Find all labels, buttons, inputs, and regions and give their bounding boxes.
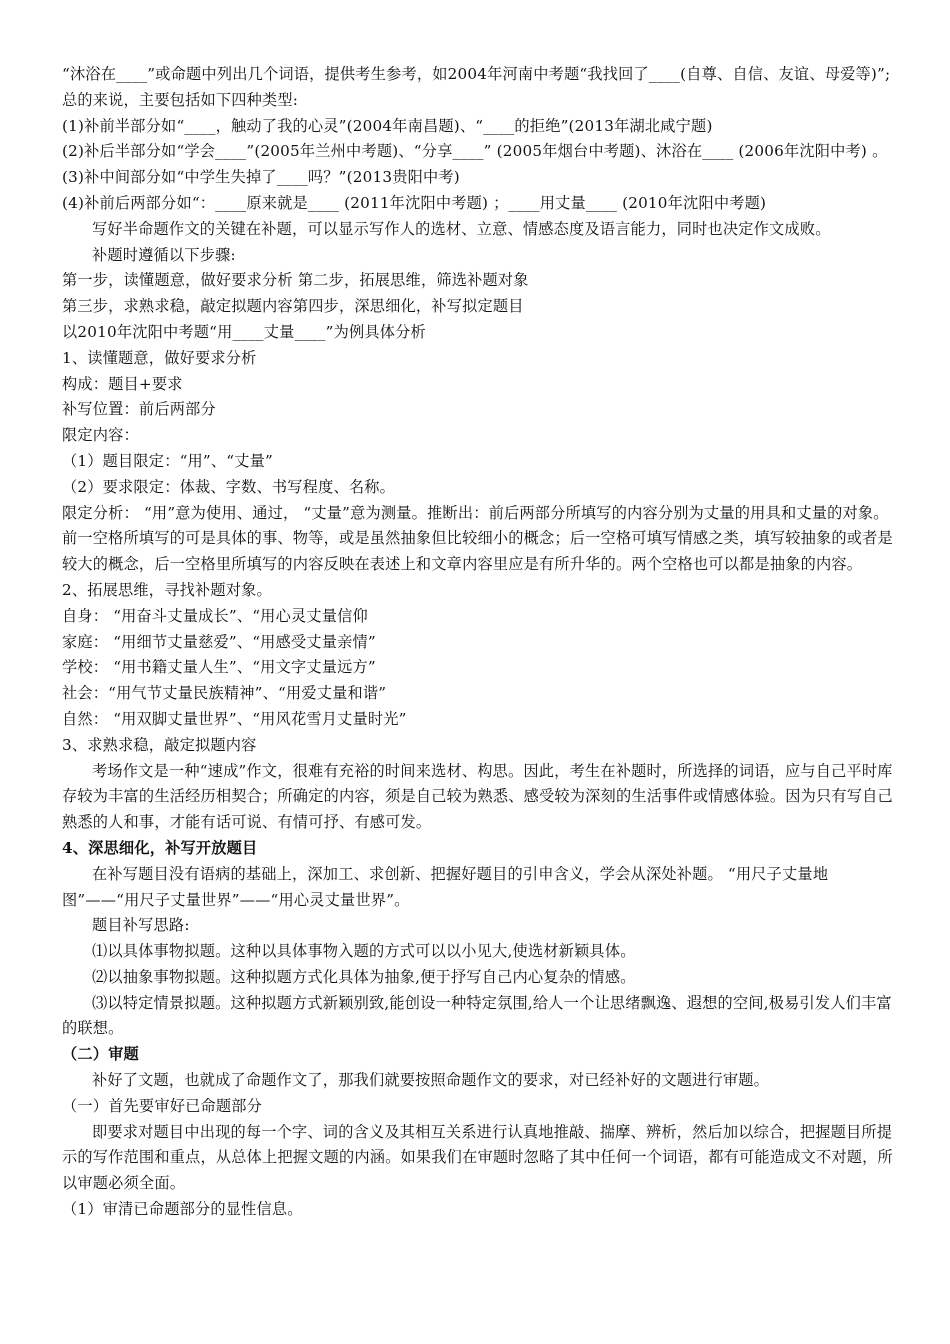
type-3: (3)补中间部分如“中学生失掉了____吗？”(2013贵阳中考) <box>62 168 460 187</box>
steps-line-2: 第三步，求熟求稳，敲定拟题内容第四步，深思细化，补写拟定题目 <box>62 297 524 316</box>
steps-line-1: 第一步，读懂题意，做好要求分析 第二步，拓展思维，筛选补题对象 <box>62 271 529 290</box>
type-1: (1)补前半部分如“____，触动了我的心灵”(2004年南昌题)、“____的拒绝”(2013年湖北咸宁题) <box>62 116 713 135</box>
paragraph-refine: 在补写题目没有语病的基础上，深加工、求创新、把握好题目的引申含义，学会从深处补题。 “用尺子丈量地图”——“用尺子丈量世界”——“用心灵丈量世界”。 <box>62 864 829 909</box>
paragraph-key: 写好半命题作文的关键在补题，可以显示写作人的选材、立意、情感态度及语言能力，同时也决定作文成败。 <box>92 219 831 238</box>
paragraph-requirement: 即要求对题目中出现的每一个字、词的含义及其相互关系进行认真地推敲、揣摩、辨析，然后加以综合，把握题目所提示的写作范围和重点，从总体上把握文题的内涵。如果我们在审题时忽略了其中任何一个词语，都有可能造成文不对题，所以审题必须全面。 <box>62 1122 893 1193</box>
example-school: 学校： “用书籍丈量人生”、“用文字丈量远方” <box>62 658 376 677</box>
idea-1: ⑴以具体事物拟题。这种以具体事物入题的方式可以以小见大,使选材新颖具体。 <box>92 942 636 961</box>
limit-heading: 限定内容： <box>62 426 139 445</box>
position-line: 补写位置：前后两部分 <box>62 400 216 419</box>
subheading-explicit: （1）审清已命题部分的显性信息。 <box>62 1200 303 1219</box>
paragraph-intro: “沐浴在____”或命题中列出几个词语，提供考生参考，如2004年河南中考题“我找回了____(自尊、自信、友谊、母爱等)”;总的来说，主要包括如下四种类型: <box>62 65 891 109</box>
type-2: (2)补后半部分如“学会____”(2005年兰州中考题)、“分享____” (2005年烟台中考题)、沐浴在____ (2006年沈阳中考) 。 <box>62 142 888 161</box>
steps-heading: 补题时遵循以下步骤: <box>92 245 236 264</box>
heading-step-1: 1、读懂题意，做好要求分析 <box>62 348 257 367</box>
example-nature: 自然： “用双脚丈量世界”、“用风花雪月丈量时光” <box>62 709 407 728</box>
example-self: 自身： “用奋斗丈量成长”、“用心灵丈量信仰 <box>62 606 368 625</box>
structure-line: 构成：题目+要求 <box>62 374 183 393</box>
limit-analysis: 限定分析： “用”意为使用、通过， “丈量”意为测量。推断出：前后两部分所填写的内容分别为丈量的用具和丈量的对象。前一空格所填写的可是具体的事、物等，或是虽然抽象但比较细小的概念；后一空格可填写情感之类，填写较抽象的或者是较大的概念，后一空格里所填写的内容反映在表述上和文章内容里应是有所升华的。两个空格也可以都是抽象的内容。 <box>62 503 893 574</box>
idea-2: ⑵以抽象事物拟题。这种拟题方式化具体为抽象,便于抒写自己内心复杂的情感。 <box>92 967 636 986</box>
paragraph-exam: 考场作文是一种“速成”作文，很难有充裕的时间来选材、构思。因此，考生在补题时，所选择的词语，应与自己平时库存较为丰富的生活经历相契合；所确定的内容，须是自己较为熟悉、感受较为深刻的生活事件或情感体验。因为只有写自己熟悉的人和事，才能有话可说、有情可抒、有感可发。 <box>62 761 893 832</box>
paragraph-review: 补好了文题，也就成了命题作文了，那我们就要按照命题作文的要求，对已经补好的文题进行审题。 <box>92 1071 770 1090</box>
section-heading-review: （二）审题 <box>62 1045 139 1064</box>
heading-step-3: 3、求熟求稳，敲定拟题内容 <box>62 735 257 754</box>
heading-step-2: 2、拓展思维，寻找补题对象。 <box>62 580 272 599</box>
idea-3: ⑶以特定情景拟题。这种拟题方式新颖别致,能创设一种特定氛围,给人一个让思绪飘逸、遐想的空间,极易引发人们丰富的联想。 <box>62 993 892 1038</box>
type-4: (4)补前后两部分如“：____原来就是____ (2011年沈阳中考题) ；____用丈量____ (2010年沈阳中考题) <box>62 193 767 212</box>
example-family: 家庭： “用细节丈量慈爱”、“用感受丈量亲情” <box>62 632 376 651</box>
document-body <box>62 62 898 1223</box>
ideas-heading: 题目补写思路: <box>92 916 190 935</box>
limit-item-1: （1）题目限定：“用”、“丈量” <box>62 451 273 470</box>
heading-step-4: 4、深思细化，补写开放题目 <box>62 838 258 857</box>
example-society: 社会：“用气节丈量民族精神”、“用爱丈量和谐” <box>62 684 387 703</box>
example-intro: 以2010年沈阳中考题“用____丈量____”为例具体分析 <box>62 322 426 341</box>
limit-item-2: （2）要求限定：体裁、字数、书写程度、名称。 <box>62 477 396 496</box>
subheading-first: （一）首先要审好已命题部分 <box>62 1096 263 1115</box>
